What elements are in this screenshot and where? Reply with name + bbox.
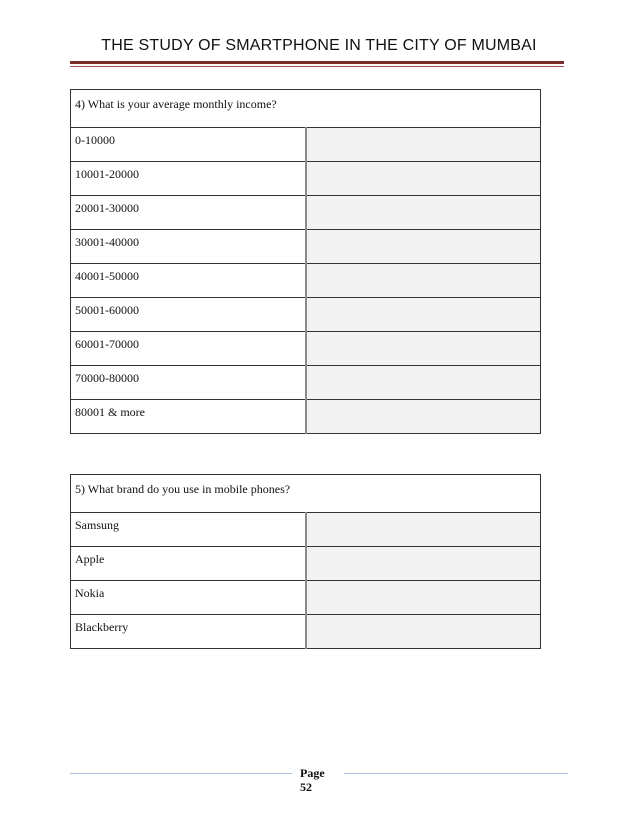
page-label: Page — [300, 766, 325, 780]
option-row — [71, 400, 541, 434]
option-row — [71, 196, 541, 230]
option-label: Nokia — [71, 581, 306, 615]
answer-checkbox[interactable] — [306, 581, 541, 615]
answer-checkbox[interactable] — [306, 332, 541, 366]
option-row — [71, 128, 541, 162]
option-label: 80001 & more — [71, 400, 306, 434]
option-label: 60001-70000 — [71, 332, 306, 366]
header-rule-thin — [70, 66, 564, 67]
question-5-text: 5) What brand do you use in mobile phones? — [71, 475, 541, 513]
answer-checkbox[interactable] — [306, 547, 541, 581]
answer-checkbox[interactable] — [306, 230, 541, 264]
option-row — [71, 332, 541, 366]
option-label: Blackberry — [71, 615, 306, 649]
option-label: 0-10000 — [71, 128, 306, 162]
question-4-table — [70, 89, 541, 434]
question-4-text: 4) What is your average monthly income? — [71, 90, 541, 128]
option-label: Apple — [71, 547, 306, 581]
answer-checkbox[interactable] — [306, 298, 541, 332]
header-rule-thick — [70, 61, 564, 64]
option-label: 20001-30000 — [71, 196, 306, 230]
question-5-table — [70, 474, 541, 649]
option-label: 70000-80000 — [71, 366, 306, 400]
option-row — [71, 581, 541, 615]
answer-checkbox[interactable] — [306, 264, 541, 298]
option-row — [71, 513, 541, 547]
option-label: 40001-50000 — [71, 264, 306, 298]
answer-checkbox[interactable] — [306, 400, 541, 434]
answer-checkbox[interactable] — [306, 366, 541, 400]
option-row — [71, 615, 541, 649]
answer-checkbox[interactable] — [306, 162, 541, 196]
page-number — [300, 766, 340, 792]
option-row — [71, 547, 541, 581]
page-header-title: THE STUDY OF SMARTPHONE IN THE CITY OF MUMBAI — [101, 37, 537, 54]
footer-rule-left — [70, 773, 292, 774]
answer-checkbox[interactable] — [306, 196, 541, 230]
footer-rule-right — [344, 773, 568, 774]
answer-checkbox[interactable] — [306, 513, 541, 547]
option-label: Samsung — [71, 513, 306, 547]
option-row — [71, 230, 541, 264]
option-label: 50001-60000 — [71, 298, 306, 332]
option-row — [71, 264, 541, 298]
page-number-value: 52 — [300, 780, 312, 792]
option-label: 30001-40000 — [71, 230, 306, 264]
option-row — [71, 298, 541, 332]
option-label: 10001-20000 — [71, 162, 306, 196]
answer-checkbox[interactable] — [306, 128, 541, 162]
answer-checkbox[interactable] — [306, 615, 541, 649]
option-row — [71, 366, 541, 400]
option-row — [71, 162, 541, 196]
